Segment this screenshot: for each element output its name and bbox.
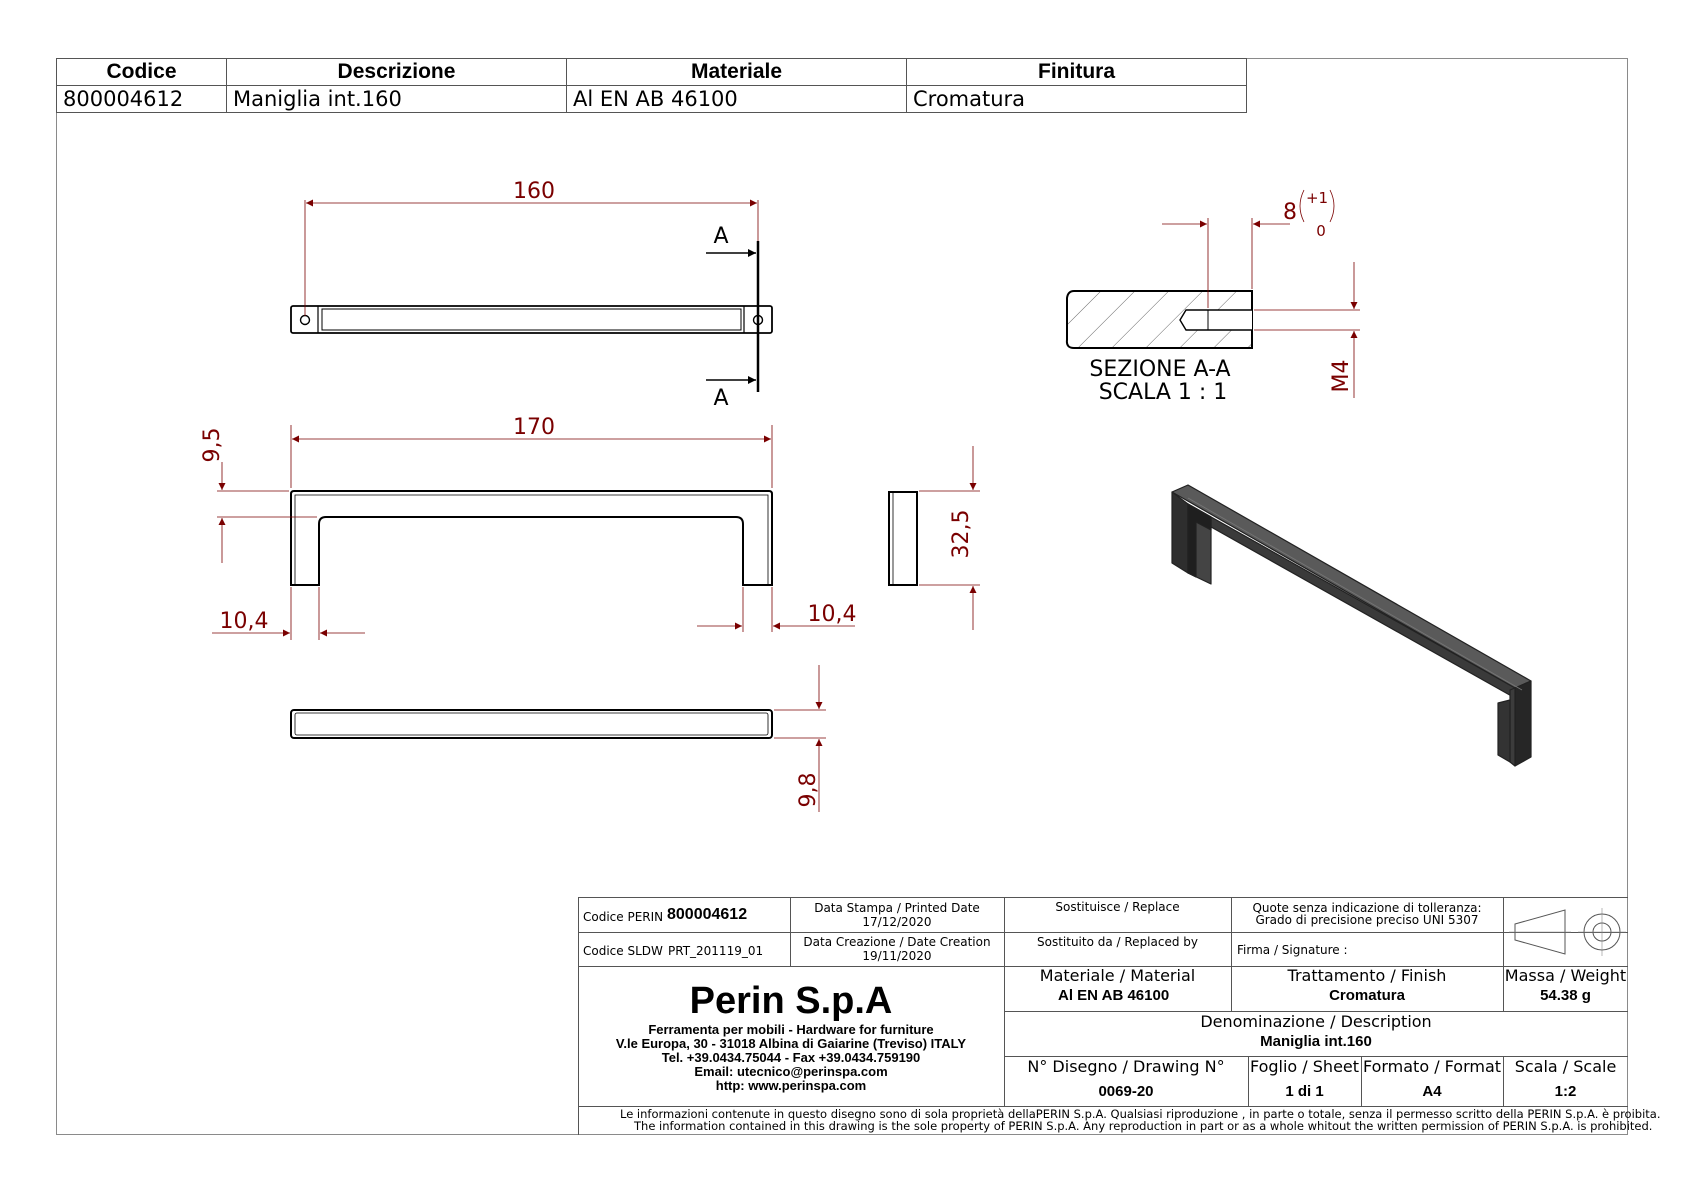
tolerance-line1: Quote senza indicazione di tolleranza: [1252, 901, 1482, 915]
material-value: Al EN AB 46100 [1058, 987, 1170, 1004]
dim-tol-minus: 0 [1316, 222, 1326, 240]
material-label: Materiale / Material [1039, 966, 1196, 985]
company-name: Perin S.p.A [689, 980, 893, 1022]
header-col-codice: Codice [57, 59, 227, 86]
header-val-codice: 800004612 [57, 86, 227, 113]
replace-label: Sostituisce / Replace [1055, 900, 1180, 914]
section-scale: SCALA 1 : 1 [1098, 380, 1228, 405]
front-view [212, 425, 855, 640]
dim-tol-plus: +1 [1305, 189, 1329, 207]
tolerance-line2: Grado di precisione preciso UNI 5307 [1255, 913, 1479, 927]
section-marker-a-top: A [713, 224, 729, 249]
codice-perin-value: 800004612 [667, 906, 748, 923]
dim-9-8: 9,8 [796, 772, 821, 808]
projection-symbol-icon [1505, 898, 1628, 966]
format-value: A4 [1422, 1083, 1442, 1100]
creation-date-label: Data Creazione / Date Creation [803, 935, 991, 949]
company-line1: Ferramenta per mobili - Hardware for furniture [648, 1022, 934, 1037]
company-email: Email: utecnico@perinspa.com [694, 1064, 888, 1079]
creation-date-value: 19/11/2020 [862, 949, 932, 963]
format-label: Formato / Format [1362, 1057, 1502, 1076]
weight-label: Massa / Weight [1504, 966, 1627, 985]
dim-32-5: 32,5 [949, 509, 974, 559]
dim-10-4-left: 10,4 [219, 609, 269, 634]
drawing-no-value: 0069-20 [1098, 1083, 1154, 1100]
section-title: SEZIONE A-A [1089, 357, 1231, 382]
scale-label: Scala / Scale [1514, 1057, 1617, 1076]
codice-perin-label: Codice PERIN [583, 910, 664, 924]
disclaimer-english: The information contained in this drawing is the sole property of PERIN S.p.A. Any reproduction in part or as a whole whitout the written permission of PERIN S.p.A. is prohibited. [634, 1120, 1653, 1133]
dim-170: 170 [513, 415, 555, 440]
dim-m4: M4 [1329, 359, 1354, 393]
codice-sldw-value: PRT_201119_01 [668, 944, 764, 958]
disclaimer-italian: Le informazioni contenute in questo disegno sono di sola proprietà dellaPERIN S.p.A. Qualsiasi riproduzione , in parte o totale, senza il permesso scritto della PERIN S.p.A. è proibita. [620, 1108, 1661, 1121]
bottom-view [291, 665, 826, 812]
dim-160: 160 [513, 179, 555, 204]
scale-value: 1:2 [1554, 1083, 1577, 1100]
header-col-descrizione: Descrizione [227, 59, 567, 86]
finish-label: Trattamento / Finish [1287, 966, 1447, 985]
print-date-value: 17/12/2020 [862, 915, 932, 929]
section-marker-a-bottom: A [713, 386, 729, 411]
sheet-value: 1 di 1 [1285, 1083, 1324, 1100]
description-label: Denominazione / Description [1200, 1012, 1432, 1031]
dim-thread-depth: 8 [1283, 200, 1297, 225]
header-val-descrizione: Maniglia int.160 [227, 86, 567, 113]
replaced-by-label: Sostituito da / Replaced by [1036, 935, 1198, 949]
header-col-finitura: Finitura [907, 59, 1247, 86]
drawing-no-label: N° Disegno / Drawing N° [1027, 1057, 1225, 1076]
codice-sldw-label: Codice SLDW [583, 944, 663, 958]
company-address: V.le Europa, 30 - 31018 Albina di Gaiarine (Treviso) ITALY [615, 1036, 967, 1051]
header-val-finitura: Cromatura [907, 86, 1247, 113]
description-value: Maniglia int.160 [1260, 1033, 1372, 1050]
signature-label: Firma / Signature : [1237, 943, 1348, 957]
print-date-label: Data Stampa / Printed Date [814, 901, 980, 915]
company-phone: Tel. +39.0434.75044 - Fax +39.0434.759190 [661, 1050, 921, 1065]
company-website: http: www.perinspa.com [715, 1078, 867, 1093]
isometric-handle [1172, 485, 1531, 766]
sheet-label: Foglio / Sheet [1249, 1057, 1360, 1076]
top-view [291, 200, 772, 392]
dim-9-5: 9,5 [200, 427, 225, 463]
finish-value: Cromatura [1329, 987, 1405, 1004]
dim-10-4-right: 10,4 [807, 602, 857, 627]
header-val-materiale: Al EN AB 46100 [567, 86, 907, 113]
weight-value: 54.38 g [1540, 987, 1591, 1004]
header-col-materiale: Materiale [567, 59, 907, 86]
